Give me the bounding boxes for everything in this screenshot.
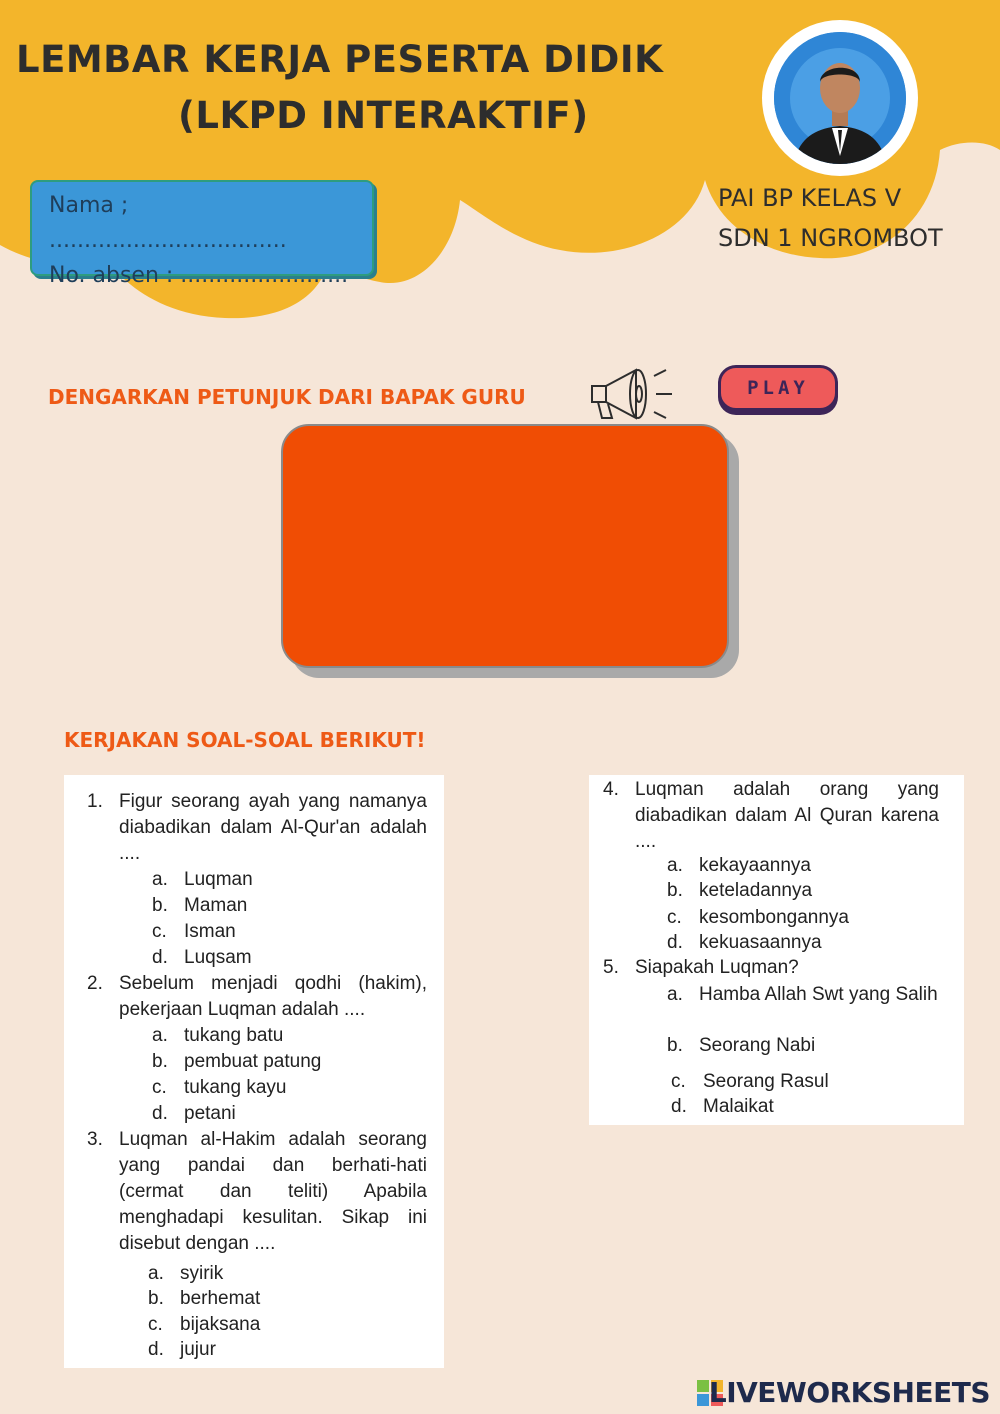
option-5c[interactable]: c. Seorang Rasul [671,1071,829,1092]
play-button[interactable]: PLAY [718,365,838,411]
question-text: Figur seorang ayah yang namanya diabadikan dalam Al-Qur'an adalah .... [119,791,427,864]
teacher-photo [762,20,918,176]
worksheet-title-line-2: (LKPD INTERAKTIF) [178,94,589,137]
option-4d[interactable]: d. kekuasaannya [667,932,822,953]
option-1b[interactable]: b. Maman [152,895,248,916]
option-5d[interactable]: d. Malaikat [671,1096,774,1117]
video-player[interactable] [281,424,729,668]
megaphone-icon [586,362,678,424]
option-1d[interactable]: d. Luqsam [152,947,252,968]
worksheet-title-line-1: LEMBAR KERJA PESERTA DIDIK [16,38,664,81]
question-5 [603,955,939,981]
option-2c[interactable]: c. tukang kayu [152,1077,287,1098]
school-label: SDN 1 NGROMBOT [718,224,943,252]
option-3c[interactable]: c. bijaksana [148,1314,261,1335]
option-3b[interactable]: b. berhemat [148,1288,261,1309]
question-3 [87,1127,427,1257]
name-field[interactable]: Nama ; .................................. [49,193,287,253]
question-1 [87,789,427,867]
absen-field[interactable]: No. absen : ........................ [49,263,349,288]
question-number: 4. [603,779,619,800]
student-identity-box [30,180,374,288]
option-4a[interactable]: a. kekayaannya [667,855,811,876]
questions-heading: KERJAKAN SOAL-SOAL BERIKUT! [64,728,426,752]
option-5b[interactable]: b. Seorang Nabi [667,1035,816,1056]
question-number: 2. [87,973,103,994]
question-text: Luqman adalah orang yang diabadikan dalam Al Quran karena .... [635,779,939,852]
teacher-avatar-icon [774,32,906,164]
option-3a[interactable]: a. syirik [148,1263,224,1284]
question-4 [603,777,939,855]
question-number: 3. [87,1129,103,1150]
question-number: 5. [603,957,619,978]
option-3d[interactable]: d. jujur [148,1339,216,1360]
class-label: PAI BP KELAS V [718,184,902,212]
questions-card-left [64,775,444,1368]
question-text: Sebelum menjadi qodhi (hakim), pekerjaan Luqman adalah .... [119,973,427,1020]
question-2 [87,971,427,1023]
option-2d[interactable]: d. petani [152,1103,236,1124]
brand-watermark: LIVEWORKSHEETS [708,1376,990,1409]
option-2b[interactable]: b. pembuat patung [152,1051,322,1072]
option-5a[interactable]: a. Hamba Allah Swt yang Salih [667,984,938,1005]
listen-instruction: DENGARKAN PETUNJUK DARI BAPAK GURU [48,385,526,409]
question-number: 1. [87,791,103,812]
questions-card-right [589,775,964,1125]
option-2a[interactable]: a. tukang batu [152,1025,284,1046]
question-text: Siapakah Luqman? [635,957,799,978]
option-4b[interactable]: b. keteladannya [667,880,813,901]
question-text: Luqman al-Hakim adalah seorang yang pandai dan berhati-hati (cermat dan teliti) Apabila menghadapi kesulitan. Sikap ini disebut dengan .... [119,1129,427,1254]
option-4c[interactable]: c. kesombongannya [667,907,849,928]
option-1c[interactable]: c. Isman [152,921,236,942]
option-1a[interactable]: a. Luqman [152,869,253,890]
